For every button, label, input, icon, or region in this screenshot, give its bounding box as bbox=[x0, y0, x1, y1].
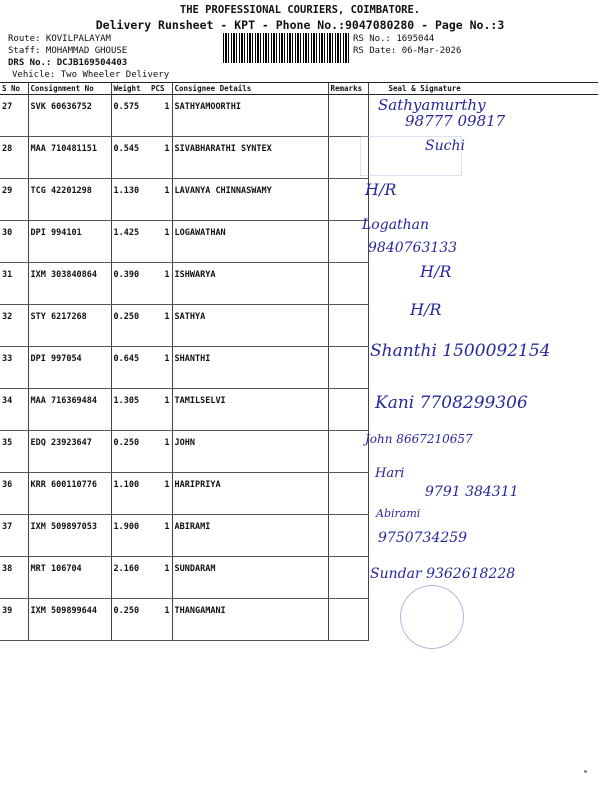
row-sno: 36 bbox=[0, 473, 28, 515]
round-seal-stamp bbox=[400, 585, 464, 649]
row-sno: 30 bbox=[0, 221, 28, 263]
row-sno: 39 bbox=[0, 599, 28, 641]
row-consignee: SUNDARAM bbox=[172, 557, 328, 599]
row-weight: 0.575 bbox=[111, 95, 149, 137]
row-consignee: JOHN bbox=[172, 431, 328, 473]
row-remarks bbox=[328, 515, 368, 557]
handwritten-signature: H/R bbox=[365, 180, 397, 199]
row-sno: 32 bbox=[0, 305, 28, 347]
row-sno: 38 bbox=[0, 557, 28, 599]
row-remarks bbox=[328, 305, 368, 347]
row-pcs: 1 bbox=[149, 179, 172, 221]
vehicle-label: Vehicle: Two Wheeler Delivery bbox=[12, 70, 170, 80]
handwritten-signature: H/R bbox=[420, 262, 452, 281]
row-consignment-no: MAA 716369484 bbox=[28, 389, 111, 431]
row-sno: 27 bbox=[0, 95, 28, 137]
handwritten-signature: 9840763133 bbox=[368, 240, 458, 256]
row-pcs: 1 bbox=[149, 557, 172, 599]
row-consignment-no: IXM 509899644 bbox=[28, 599, 111, 641]
row-sno: 33 bbox=[0, 347, 28, 389]
handwritten-signature: Logathan bbox=[362, 217, 430, 233]
row-seal-signature bbox=[368, 263, 598, 305]
row-weight: 1.900 bbox=[111, 515, 149, 557]
row-weight: 1.305 bbox=[111, 389, 149, 431]
handwritten-signature: Sundar 9362618228 bbox=[370, 566, 516, 582]
table-row bbox=[0, 221, 598, 263]
col-sno: S No bbox=[0, 83, 28, 95]
row-pcs: 1 bbox=[149, 431, 172, 473]
row-consignee: SATHYA bbox=[172, 305, 328, 347]
row-consignee: THANGAMANI bbox=[172, 599, 328, 641]
row-weight: 0.390 bbox=[111, 263, 149, 305]
table-row bbox=[0, 137, 598, 179]
row-consignee: HARIPRIYA bbox=[172, 473, 328, 515]
row-sno: 31 bbox=[0, 263, 28, 305]
row-pcs: 1 bbox=[149, 599, 172, 641]
row-weight: 0.250 bbox=[111, 431, 149, 473]
row-seal-signature bbox=[368, 179, 598, 221]
row-consignee: LAVANYA CHINNASWAMY bbox=[172, 179, 328, 221]
row-pcs: 1 bbox=[149, 473, 172, 515]
table-row bbox=[0, 95, 598, 137]
row-remarks bbox=[328, 179, 368, 221]
row-remarks bbox=[328, 557, 368, 599]
col-consignee: Consignee Details bbox=[172, 83, 328, 95]
row-consignment-no: EDQ 23923647 bbox=[28, 431, 111, 473]
drs-label: DRS No.: DCJB169504403 bbox=[8, 58, 128, 68]
row-weight: 0.545 bbox=[111, 137, 149, 179]
handwritten-signature: 98777 09817 bbox=[405, 112, 506, 130]
row-pcs: 1 bbox=[149, 305, 172, 347]
col-pcs: PCS bbox=[149, 83, 172, 95]
handwritten-signature: Shanthi 1500092154 bbox=[370, 341, 551, 361]
table-row bbox=[0, 599, 598, 641]
row-weight: 1.130 bbox=[111, 179, 149, 221]
row-weight: 1.100 bbox=[111, 473, 149, 515]
row-consignment-no: MRT 106704 bbox=[28, 557, 111, 599]
runsheet-table bbox=[0, 82, 598, 641]
row-consignee: ABIRAMI bbox=[172, 515, 328, 557]
row-pcs: 1 bbox=[149, 389, 172, 431]
row-weight: 0.645 bbox=[111, 347, 149, 389]
row-remarks bbox=[328, 347, 368, 389]
row-consignee: TAMILSELVI bbox=[172, 389, 328, 431]
handwritten-signature: Kani 7708299306 bbox=[375, 393, 528, 413]
row-sno: 35 bbox=[0, 431, 28, 473]
row-consignment-no: STY 6217268 bbox=[28, 305, 111, 347]
col-remarks: Remarks bbox=[328, 83, 368, 95]
row-pcs: 1 bbox=[149, 347, 172, 389]
row-consignee: LOGAWATHAN bbox=[172, 221, 328, 263]
runsheet-title: Delivery Runsheet - KPT - Phone No.:9047080280 - Page No.:3 bbox=[95, 18, 505, 32]
row-consignee: ISHWARYA bbox=[172, 263, 328, 305]
row-remarks bbox=[328, 599, 368, 641]
row-consignment-no: KRR 600110776 bbox=[28, 473, 111, 515]
staff-label: Staff: MOHAMMAD GHOUSE bbox=[8, 46, 128, 56]
company-stamp bbox=[360, 136, 462, 176]
row-consignment-no: IXM 303840864 bbox=[28, 263, 111, 305]
row-weight: 0.250 bbox=[111, 599, 149, 641]
row-weight: 2.160 bbox=[111, 557, 149, 599]
company-title: THE PROFESSIONAL COURIERS, COIMBATORE. bbox=[179, 4, 421, 16]
rs-number: RS No.: 1695044 bbox=[353, 34, 435, 44]
handwritten-signature: H/R bbox=[410, 300, 442, 319]
row-pcs: 1 bbox=[149, 263, 172, 305]
row-consignee: SIVABHARATHI SYNTEX bbox=[172, 137, 328, 179]
row-consignment-no: SVK 60636752 bbox=[28, 95, 111, 137]
col-consignment: Consignment No bbox=[28, 83, 111, 95]
row-consignment-no: DPI 997054 bbox=[28, 347, 111, 389]
handwritten-signature: John 8667210657 bbox=[365, 432, 473, 446]
row-consignment-no: TCG 42201298 bbox=[28, 179, 111, 221]
scan-speck bbox=[584, 770, 587, 773]
row-consignee: SHANTHI bbox=[172, 347, 328, 389]
row-weight: 1.425 bbox=[111, 221, 149, 263]
row-pcs: 1 bbox=[149, 95, 172, 137]
row-sno: 29 bbox=[0, 179, 28, 221]
barcode bbox=[223, 33, 350, 63]
handwritten-signature: Hari bbox=[375, 466, 405, 481]
row-weight: 0.250 bbox=[111, 305, 149, 347]
handwritten-signature: 9750734259 bbox=[378, 530, 468, 546]
handwritten-signature: Sathyamurthy bbox=[378, 96, 486, 114]
handwritten-signature: Abirami bbox=[376, 507, 421, 520]
row-remarks bbox=[328, 263, 368, 305]
table-row bbox=[0, 515, 598, 557]
row-consignment-no: MAA 710481151 bbox=[28, 137, 111, 179]
handwritten-signature: 9791 384311 bbox=[425, 484, 519, 500]
row-sno: 28 bbox=[0, 137, 28, 179]
rs-date: RS Date: 06-Mar-2026 bbox=[353, 46, 462, 56]
row-sno: 34 bbox=[0, 389, 28, 431]
row-remarks bbox=[328, 95, 368, 137]
row-remarks bbox=[328, 473, 368, 515]
handwritten-signature: Suchi bbox=[425, 138, 465, 154]
row-pcs: 1 bbox=[149, 221, 172, 263]
row-consignee: SATHYAMOORTHI bbox=[172, 95, 328, 137]
row-consignment-no: IXM 509897053 bbox=[28, 515, 111, 557]
row-consignment-no: DPI 994101 bbox=[28, 221, 111, 263]
table-row bbox=[0, 263, 598, 305]
table-header bbox=[0, 83, 598, 95]
row-remarks bbox=[328, 431, 368, 473]
row-pcs: 1 bbox=[149, 515, 172, 557]
row-pcs: 1 bbox=[149, 137, 172, 179]
route-label: Route: KOVILPALAYAM bbox=[8, 34, 111, 44]
col-seal: Seal & Signature bbox=[368, 83, 598, 95]
row-remarks bbox=[328, 389, 368, 431]
table-row bbox=[0, 179, 598, 221]
col-weight: Weight bbox=[111, 83, 149, 95]
table-row bbox=[0, 431, 598, 473]
row-sno: 37 bbox=[0, 515, 28, 557]
